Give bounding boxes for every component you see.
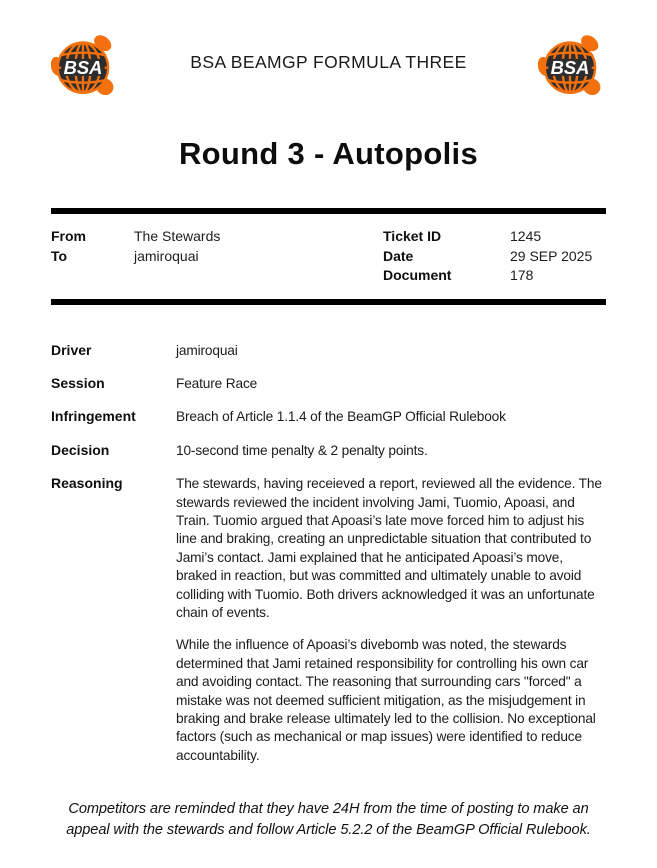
appeal-notice: Competitors are reminded that they have 24H from the time of posting to make an appeal with the stewards and follow Article 5.2.2 of the BeamGP Official Rulebook. bbox=[66, 801, 591, 838]
date-label: Date bbox=[383, 247, 414, 264]
document-number-label: Document bbox=[383, 267, 452, 283]
meta-column-from-to bbox=[51, 227, 383, 286]
date-value: 29 SEP 2025 bbox=[510, 247, 593, 264]
masthead bbox=[51, 0, 606, 100]
detail-row-session bbox=[51, 374, 606, 393]
session-value: Feature Race bbox=[176, 375, 258, 391]
reasoning-label: Reasoning bbox=[51, 475, 123, 492]
meta-row-date bbox=[383, 247, 606, 267]
ticket-id-label: Ticket ID bbox=[383, 228, 442, 244]
infringement-label: Infringement bbox=[51, 408, 136, 425]
session-label: Session bbox=[51, 374, 105, 391]
detail-row-infringement bbox=[51, 407, 606, 426]
league-title: BSA BEAMGP FORMULA THREE bbox=[190, 52, 467, 72]
decision-details bbox=[51, 341, 606, 766]
bsa-globe-logo-right-icon bbox=[538, 34, 606, 100]
driver-label: Driver bbox=[51, 341, 92, 358]
decision-label: Decision bbox=[51, 441, 110, 458]
document-number-value: 178 bbox=[510, 267, 534, 283]
meta-row-document bbox=[383, 266, 606, 286]
reasoning-paragraph-2: While the influence of Apoasi’s divebomb was noted, the stewards determined that Jami retained responsibility for controlling his own car and avoiding contact. The reasoning that surrounding cars "forced" a mistake was not deemed sufficient mitigation, as the misjudgement in braking and brake release ultimately led to the collision. No exceptional factors (such as mechanical or map issues) were identified to reduce accountability. bbox=[176, 637, 596, 763]
detail-row-decision bbox=[51, 441, 606, 460]
driver-value: jamiroquai bbox=[176, 342, 238, 358]
logo-text: BSA bbox=[63, 56, 103, 78]
document-title: Round 3 - Autopolis bbox=[178, 136, 478, 171]
infringement-value: Breach of Article 1.1.4 of the BeamGP Official Rulebook bbox=[176, 409, 506, 425]
meta-row-ticket-id bbox=[383, 227, 606, 247]
bsa-globe-logo-left-icon bbox=[51, 34, 119, 100]
ticket-id-value: 1245 bbox=[510, 228, 542, 244]
meta-row-from bbox=[51, 227, 383, 247]
meta-column-ticket bbox=[383, 227, 606, 286]
reasoning-value bbox=[176, 474, 606, 765]
from-label: From bbox=[51, 228, 86, 244]
meta-section bbox=[51, 208, 606, 305]
detail-row-driver bbox=[51, 341, 606, 360]
to-label: To bbox=[51, 247, 68, 264]
from-value: The Stewards bbox=[134, 228, 221, 244]
decision-value: 10-second time penalty & 2 penalty points. bbox=[176, 442, 428, 458]
reasoning-paragraph-1: The stewards, having receieved a report, reviewed all the evidence. The stewards reviewed the incident involving Jami, Tuomio, Apoasi, and Train. Tuomio argued that Apoasi’s late move forced him to adjust his line and braking, creating an unpredictable situation that contributed to Jami’s contact. Jami explained that he anticipated Apoasi’s move, braked in reaction, but was committed and ultimately unable to avoid colliding with Tuomio. Both drivers acknowledged it was an unfortunate chain of events. bbox=[176, 476, 602, 620]
meta-row-to bbox=[51, 247, 383, 267]
to-value: jamiroquai bbox=[134, 247, 199, 264]
detail-row-reasoning bbox=[51, 474, 606, 765]
logo-text: BSA bbox=[550, 56, 590, 78]
